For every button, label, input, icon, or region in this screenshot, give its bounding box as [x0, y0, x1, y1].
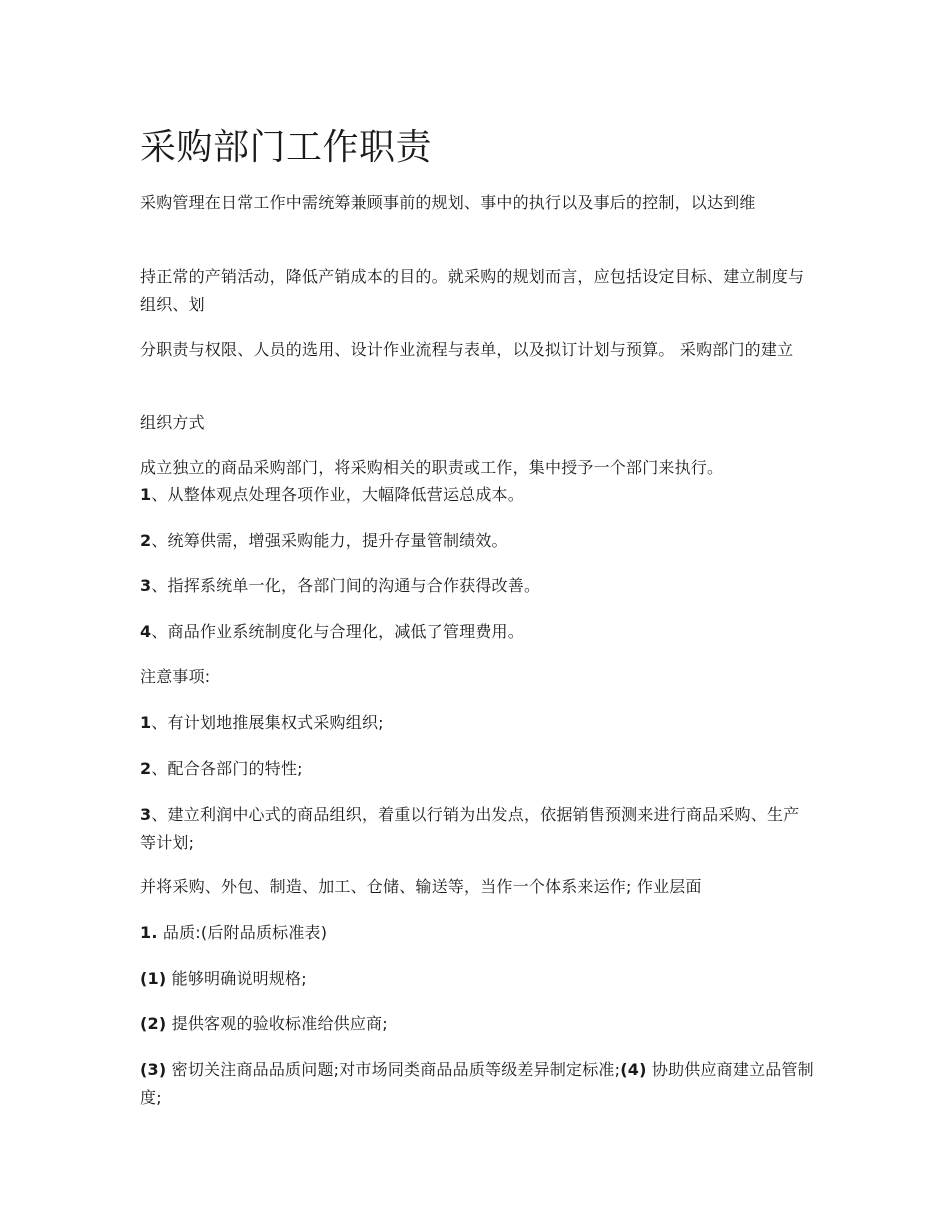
paragraph-text: 成立独立的商品采购部门，将采购相关的职责或工作，集中授予一个部门来执行。 — [140, 458, 724, 477]
list-item — [140, 755, 815, 783]
paragraph-text: 采购管理在日常工作中需统筹兼顾事前的规划、事中的执行以及事后的控制，以达到维 — [140, 193, 756, 212]
list-number: (4) — [620, 1060, 647, 1079]
list-text: 、有计划地推展集权式采购组织; — [151, 713, 384, 732]
paragraph — [140, 263, 815, 319]
list-text: 、商品作业系统制度化与合理化，减低了管理费用。 — [151, 622, 524, 641]
list-item — [140, 919, 815, 947]
list-number: 3 — [140, 576, 152, 595]
paragraph-text: 注意事项: — [140, 667, 211, 686]
list-text: 、建立利润中心式的商品组织，着重以行销为出发点，依据销售预测来进行商品采购、生产等计划; — [140, 805, 800, 852]
paragraph — [140, 409, 815, 437]
paragraph — [140, 189, 815, 217]
list-number: 4 — [140, 622, 152, 641]
list-number: (1) — [140, 969, 167, 988]
paragraph — [140, 873, 815, 901]
list-number: 2 — [140, 759, 152, 778]
list-item — [140, 618, 815, 646]
paragraph — [140, 454, 815, 482]
list-text: 提供客观的验收标准给供应商; — [166, 1014, 388, 1033]
list-item — [140, 572, 815, 600]
page-title: 采购部门工作职责 — [140, 127, 433, 168]
list-item — [140, 1010, 815, 1038]
list-text: 、指挥系统单一化，各部门间的沟通与合作获得改善。 — [151, 576, 541, 595]
paragraph — [140, 336, 815, 364]
list-item — [140, 801, 815, 857]
list-item — [140, 1056, 815, 1112]
list-text: 能够明确说明规格; — [166, 969, 307, 988]
list-text: 、从整体观点处理各项作业，大幅降低营运总成本。 — [151, 485, 524, 504]
list-text: 、统筹供需，增强采购能力，提升存量管制绩效。 — [151, 531, 508, 550]
list-item — [140, 481, 815, 509]
paragraph-text: 并将采购、外包、制造、加工、仓储、输送等，当作一个体系来运作; 作业层面 — [140, 877, 702, 896]
paragraph-text: 持正常的产销活动，降低产销成本的目的。就采购的规划而言，应包括设定目标、建立制度与组织、划 — [140, 267, 805, 314]
list-item — [140, 965, 815, 993]
list-number: 1 — [140, 713, 152, 732]
paragraph-text: 分职责与权限、人员的选用、设计作业流程与表单，以及拟订计划与预算。 采购部门的建立 — [140, 340, 794, 359]
list-number: 1 — [140, 485, 152, 504]
list-number: 2 — [140, 531, 152, 550]
list-item — [140, 527, 815, 555]
list-item — [140, 709, 815, 737]
list-number: (3) — [140, 1060, 167, 1079]
list-text: 密切关注商品品质问题;对市场同类商品品质等级差异制定标准; — [166, 1060, 621, 1079]
list-text: 、配合各部门的特性; — [151, 759, 303, 778]
list-number: 3 — [140, 805, 152, 824]
list-number: 1. — [140, 923, 158, 942]
list-text: 协助供应商建立品管制度; — [140, 1060, 814, 1107]
paragraph-text: 组织方式 — [140, 413, 205, 432]
paragraph — [140, 663, 815, 691]
list-text: 品质:(后附品质标准表) — [157, 923, 328, 942]
list-number: (2) — [140, 1014, 167, 1033]
